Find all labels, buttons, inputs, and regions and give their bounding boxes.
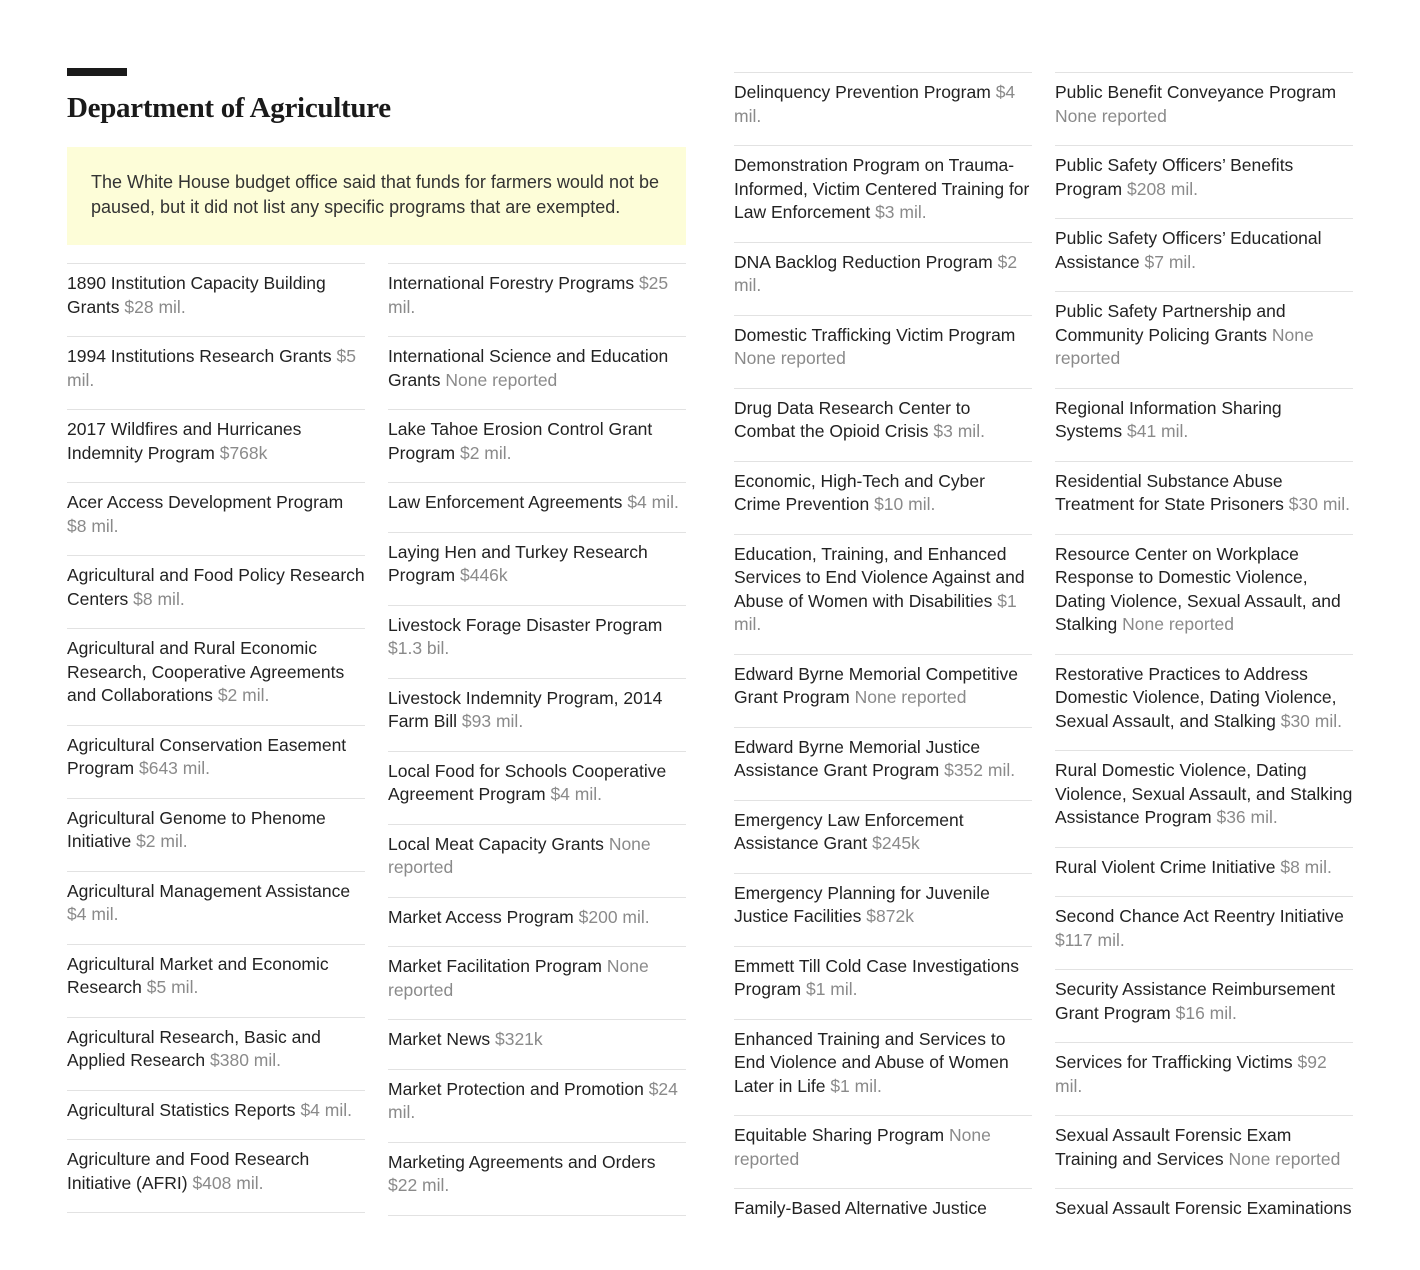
program-amount: $1 mil. — [734, 590, 1017, 634]
program-item — [1055, 969, 1353, 1042]
program-item — [67, 409, 365, 482]
program-item — [1055, 896, 1353, 969]
program-item — [734, 1115, 1032, 1188]
program-item — [1055, 291, 1353, 388]
program-item — [388, 482, 686, 532]
program-amount: $4 mil. — [734, 82, 1016, 126]
program-item — [388, 1019, 686, 1069]
program-item — [67, 336, 365, 409]
program-amount: $380 mil. — [210, 1050, 282, 1070]
program-amount: None reported — [388, 956, 649, 1000]
program-amount: $16 mil. — [1175, 1002, 1237, 1023]
program-item — [67, 1139, 365, 1213]
program-item — [1055, 72, 1353, 145]
program-amount: $643 mil. — [138, 758, 210, 778]
program-amount: $4 mil. — [300, 1099, 352, 1120]
program-amount: $8 mil. — [67, 515, 119, 536]
page-title: Department of Agriculture — [67, 92, 391, 124]
program-amount: $2 mil. — [217, 685, 270, 705]
program-item — [1055, 1188, 1353, 1238]
program-amount: $2 mil. — [136, 831, 188, 851]
program-item — [1055, 1042, 1353, 1115]
program-item — [734, 727, 1032, 800]
program-column-3 — [734, 72, 1032, 1238]
program-name: Public Safety Officers’ Benefits Program — [1055, 155, 1294, 199]
program-amount: $4 mil. — [550, 784, 602, 804]
program-amount: $2 mil. — [459, 442, 512, 463]
program-item — [1055, 847, 1353, 897]
program-item — [734, 388, 1032, 461]
program-name: Agricultural Management Assistance — [67, 880, 351, 901]
program-amount: $41 mil. — [1126, 421, 1189, 441]
program-name: Market Protection and Promotion — [388, 1078, 644, 1099]
program-column-4 — [1055, 72, 1353, 1238]
program-name: Equitable Sharing Program — [734, 1125, 945, 1145]
program-amount: $30 mil. — [1280, 710, 1342, 731]
program-amount: None reported — [1122, 614, 1235, 634]
program-item — [1055, 654, 1353, 751]
program-name: Agricultural and Food Policy Research Centers — [67, 565, 365, 609]
program-name: DNA Backlog Reduction Program — [734, 251, 993, 272]
program-amount: $321k — [494, 1029, 543, 1049]
program-amount: $92 mil. — [1055, 1052, 1327, 1096]
program-amount: $208 mil. — [1126, 178, 1198, 199]
program-name: Edward Byrne Memorial Justice Assistance Grant Program — [734, 736, 981, 780]
program-item — [67, 871, 365, 944]
program-item — [734, 72, 1032, 145]
program-name: Acer Access Development Program — [67, 492, 344, 512]
program-amount: $8 mil. — [133, 588, 185, 609]
program-amount: $1 mil. — [805, 979, 858, 999]
program-item — [67, 725, 365, 798]
program-name: Regional Information Sharing Systems — [1055, 397, 1282, 441]
program-name: Public Safety Partnership and Community Policing Grants — [1055, 301, 1286, 345]
program-amount: $25 mil. — [388, 273, 669, 317]
program-column-1 — [67, 263, 365, 1213]
program-item — [1055, 1115, 1353, 1188]
program-item — [67, 798, 365, 871]
program-amount: None reported — [734, 348, 846, 368]
program-item — [388, 678, 686, 751]
program-amount: None reported — [388, 833, 651, 877]
program-name: Laying Hen and Turkey Research Program — [388, 541, 648, 585]
program-item — [388, 336, 686, 409]
program-amount: None reported — [1228, 1148, 1341, 1169]
program-item — [734, 1188, 1032, 1238]
program-amount: $117 mil. — [1055, 929, 1125, 950]
program-item — [388, 751, 686, 824]
program-amount: $36 mil. — [1216, 807, 1278, 827]
program-name: Agricultural Market and Economic Research — [67, 953, 329, 997]
program-name: Livestock Forage Disaster Program — [388, 614, 663, 635]
program-item — [734, 145, 1032, 242]
program-item — [1055, 218, 1353, 291]
program-item — [388, 1142, 686, 1216]
program-amount: $872k — [866, 906, 914, 926]
program-item — [734, 1019, 1032, 1116]
program-name: Marketing Agreements and Orders — [388, 1151, 656, 1172]
program-column-2 — [388, 263, 686, 1216]
program-name: Security Assistance Reimbursement Grant Program — [1055, 979, 1336, 1023]
program-item — [67, 1090, 365, 1140]
program-name: Services for Trafficking Victims — [1055, 1052, 1293, 1072]
program-item — [1055, 750, 1353, 847]
program-item — [734, 315, 1032, 388]
program-name: Agricultural and Rural Economic Research, Cooperative Agreements and Collaborations — [67, 638, 345, 705]
program-item — [67, 1017, 365, 1090]
program-item — [734, 946, 1032, 1019]
program-amount: $768k — [219, 442, 268, 463]
program-item — [734, 242, 1032, 315]
program-amount: $4 mil. — [67, 904, 119, 924]
program-item — [1055, 534, 1353, 654]
program-item — [67, 628, 365, 725]
program-amount: None reported — [445, 369, 558, 390]
program-amount: $93 mil. — [461, 711, 524, 731]
program-name: Emmett Till Cold Case Investigations Program — [734, 955, 1019, 999]
program-name: Enhanced Training and Services to End Violence and Abuse of Women Later in Life — [734, 1028, 1009, 1096]
program-item — [388, 897, 686, 947]
program-item — [388, 605, 686, 678]
program-name: Law Enforcement Agreements — [388, 492, 623, 512]
program-amount: $5 mil. — [67, 346, 356, 390]
program-amount: $245k — [872, 833, 920, 853]
program-name: Economic, High-Tech and Cyber Crime Prevention — [734, 470, 985, 514]
program-name: Resource Center on Workplace Response to Domestic Violence, Dating Violence, Sexual Assault, and Stalking — [1055, 543, 1341, 634]
program-item — [1055, 461, 1353, 534]
program-name: Local Meat Capacity Grants — [388, 833, 604, 854]
program-amount: None reported — [1055, 105, 1167, 126]
program-item — [388, 532, 686, 605]
budget-note: The White House budget office said that funds for farmers would not be paused, but it did not list any specific programs that are exempted. — [67, 147, 686, 245]
program-amount: $1.3 bil. — [388, 638, 450, 658]
program-amount: $3 mil. — [933, 421, 985, 441]
program-name: Family-Based Alternative Justice — [734, 1198, 987, 1218]
program-name: Education, Training, and Enhanced Services to End Violence Against and Abuse of Women with Disabilities — [734, 543, 1025, 611]
program-item — [388, 1069, 686, 1142]
program-amount: $1 mil. — [830, 1075, 882, 1096]
program-name: Edward Byrne Memorial Competitive Grant Program — [734, 663, 1018, 707]
program-amount: $408 mil. — [192, 1172, 264, 1193]
program-name: Market Facilitation Program — [388, 956, 602, 976]
program-amount: $7 mil. — [1144, 251, 1197, 272]
program-name: Public Benefit Conveyance Program — [1055, 82, 1337, 102]
program-name: Agriculture and Food Research Initiative (AFRI) — [67, 1149, 310, 1193]
program-amount: $22 mil. — [388, 1175, 450, 1195]
program-amount: $8 mil. — [1280, 856, 1332, 877]
program-name: Restorative Practices to Address Domestic Violence, Dating Violence, Sexual Assault, and Stalking — [1055, 663, 1337, 731]
program-name: Sexual Assault Forensic Exam Training and Services — [1055, 1125, 1292, 1169]
program-item — [734, 461, 1032, 534]
program-name: Rural Violent Crime Initiative — [1055, 856, 1276, 877]
program-item — [1055, 145, 1353, 218]
program-name: Agricultural Genome to Phenome Initiative — [67, 807, 326, 851]
program-name: 2017 Wildfires and Hurricanes Indemnity Program — [67, 419, 302, 463]
program-amount: $5 mil. — [146, 977, 199, 997]
program-name: Delinquency Prevention Program — [734, 82, 991, 102]
program-name: Second Chance Act Reentry Initiative — [1055, 906, 1344, 926]
program-name: Local Food for Schools Cooperative Agreement Program — [388, 760, 667, 804]
program-item — [67, 944, 365, 1017]
program-item — [734, 800, 1032, 873]
section-rule — [67, 68, 127, 76]
program-name: Drug Data Research Center to Combat the Opioid Crisis — [734, 397, 971, 441]
program-item — [388, 824, 686, 897]
program-item — [388, 263, 686, 336]
program-name: 1994 Institutions Research Grants — [67, 346, 332, 366]
program-name: Emergency Planning for Juvenile Justice Facilities — [734, 882, 990, 926]
program-name: Lake Tahoe Erosion Control Grant Program — [388, 419, 653, 463]
program-item — [734, 534, 1032, 654]
program-amount: $352 mil. — [944, 760, 1016, 780]
program-item — [1055, 388, 1353, 461]
program-item — [67, 263, 365, 336]
program-item — [67, 482, 365, 555]
program-name: Sexual Assault Forensic Examinations — [1055, 1198, 1352, 1218]
program-amount: None reported — [1055, 324, 1314, 368]
program-amount: $2 mil. — [734, 251, 1018, 295]
program-name: International Science and Education Grants — [388, 346, 669, 390]
program-amount: None reported — [734, 1125, 991, 1169]
program-amount: $30 mil. — [1288, 494, 1351, 514]
program-amount: $4 mil. — [627, 492, 679, 512]
program-name: Public Safety Officers’ Educational Assistance — [1055, 228, 1322, 272]
program-name: Emergency Law Enforcement Assistance Grant — [734, 809, 964, 853]
program-item — [388, 409, 686, 482]
program-name: Rural Domestic Violence, Dating Violence, Sexual Assault, and Stalking Assistance Program — [1055, 760, 1353, 827]
program-item — [67, 555, 365, 628]
program-amount: $3 mil. — [875, 202, 927, 222]
program-amount: $24 mil. — [388, 1078, 678, 1122]
program-name: International Forestry Programs — [388, 273, 635, 293]
program-item — [734, 873, 1032, 946]
program-name: Domestic Trafficking Victim Program — [734, 324, 1016, 345]
program-amount: None reported — [854, 687, 967, 707]
program-name: Market News — [388, 1029, 491, 1049]
program-amount: $446k — [459, 565, 508, 585]
program-name: Residential Substance Abuse Treatment for State Prisoners — [1055, 470, 1284, 514]
program-name: Agricultural Conservation Easement Program — [67, 734, 347, 778]
program-item — [388, 946, 686, 1019]
program-name: Livestock Indemnity Program, 2014 Farm Bill — [388, 687, 663, 731]
program-item — [734, 654, 1032, 727]
program-amount: $10 mil. — [874, 494, 936, 514]
program-amount: $28 mil. — [124, 296, 186, 317]
program-name: Demonstration Program on Trauma-Informed, Victim Centered Training for Law Enforcement — [734, 155, 1030, 222]
program-amount: $200 mil. — [578, 906, 650, 927]
program-name: Agricultural Research, Basic and Applied Research — [67, 1026, 321, 1070]
program-name: Agricultural Statistics Reports — [67, 1099, 296, 1120]
program-name: 1890 Institution Capacity Building Grants — [67, 273, 326, 317]
program-name: Market Access Program — [388, 906, 574, 927]
